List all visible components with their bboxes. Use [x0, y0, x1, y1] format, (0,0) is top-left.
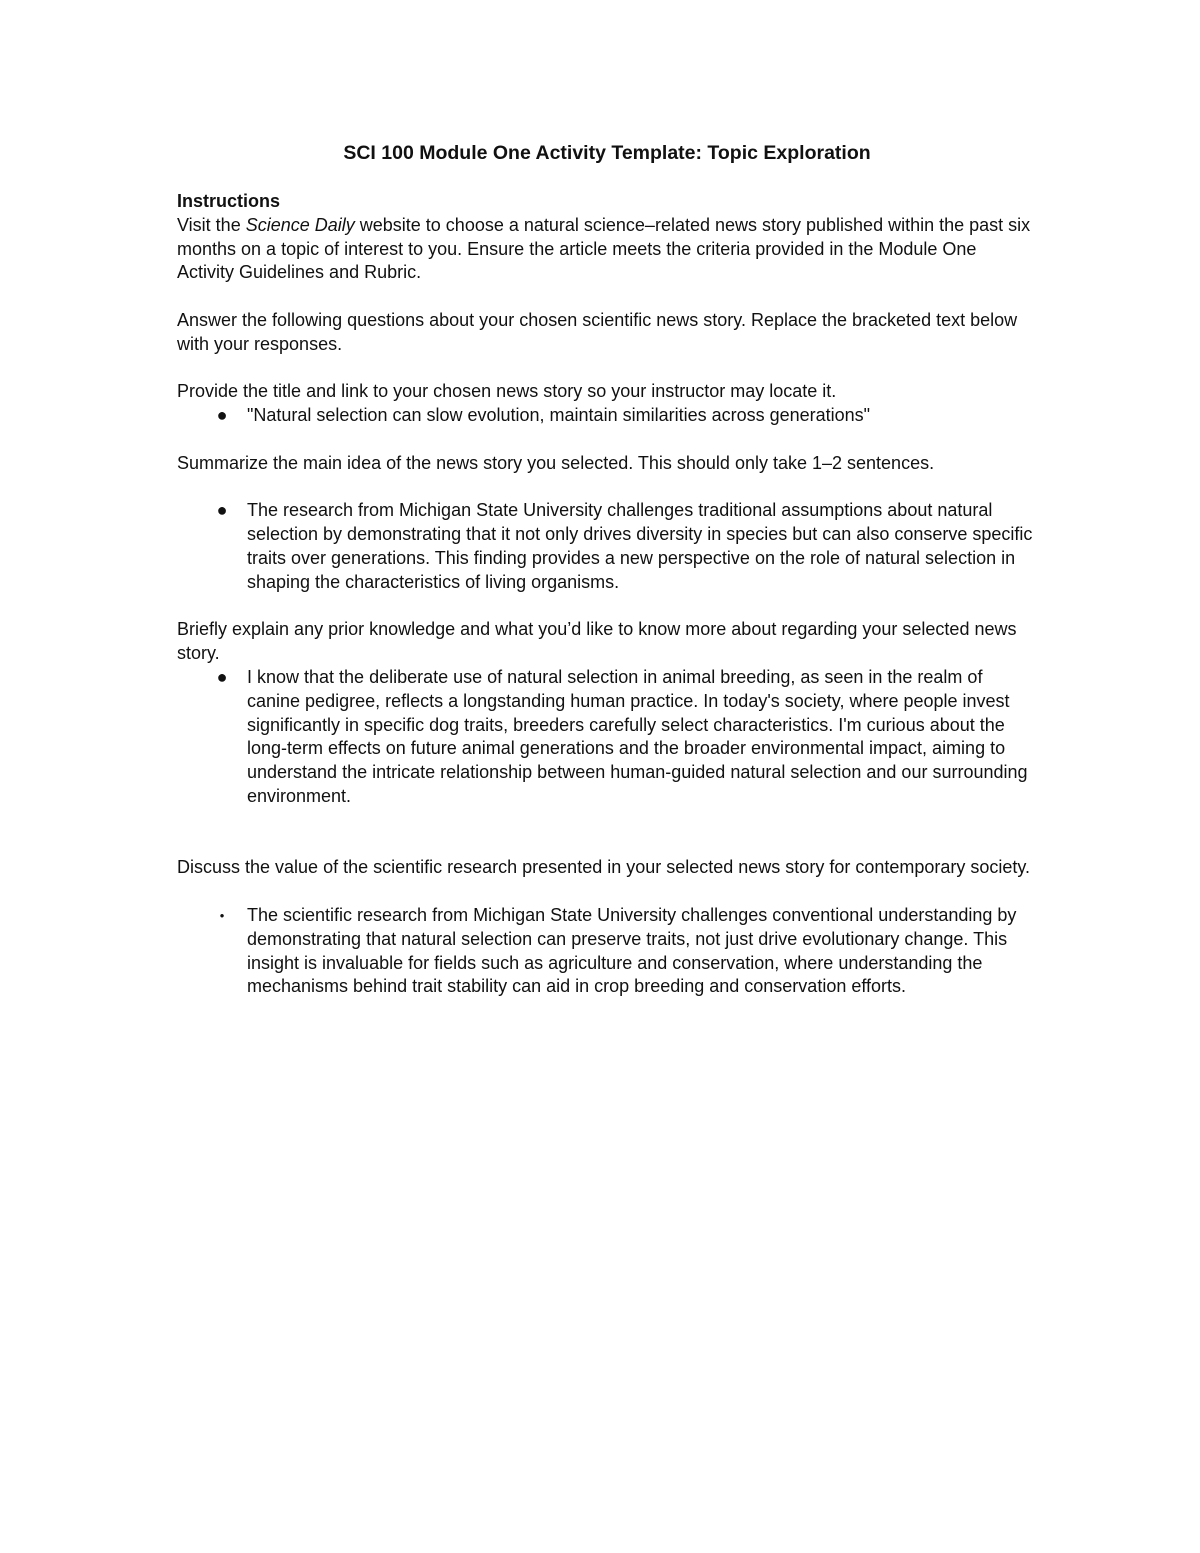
- bullet-icon: ●: [216, 405, 228, 426]
- list-item: [177, 499, 1037, 594]
- bullet-icon: •: [219, 907, 225, 923]
- science-daily-name: Science Daily: [245, 214, 355, 235]
- prompt-summary: Summarize the main idea of the news story you selected. This should only take 1–2 sentences.: [177, 452, 935, 473]
- prompt-prior-knowledge: Briefly explain any prior knowledge and what you’d like to know more about regarding your selected news story.: [177, 619, 1017, 664]
- document-title: SCI 100 Module One Activity Template: Topic Exploration: [343, 142, 871, 164]
- document-page: [177, 140, 1037, 999]
- intro-text-after: website to choose a natural science–related news story published within the past six months on a topic of interest to you. Ensure the article meets the criteria provided in the Module One Activity Guidelines and Rubric.: [177, 214, 1031, 283]
- instructions-intro: [177, 214, 1037, 285]
- answer-title-link: "Natural selection can slow evolution, maintain similarities across generations": [247, 405, 871, 426]
- answer-summary: The research from Michigan State University challenges traditional assumptions about natural selection by demonstrating that it not only drives diversity in species but can also conserve specific traits over generations. This finding provides a new perspective on the role of natural selection in shaping the characteristics of living organisms.: [247, 500, 1033, 592]
- prompt-value-of-research: Discuss the value of the scientific research presented in your selected news story for contemporary society.: [177, 857, 1031, 878]
- answer-instruction: Answer the following questions about your chosen scientific news story. Replace the bracketed text below with your responses.: [177, 309, 1018, 354]
- bullet-icon: ●: [216, 500, 228, 521]
- answer-list-value-of-research: [177, 904, 1037, 999]
- prompt-title-link: Provide the title and link to your chosen news story so your instructor may locate it.: [177, 381, 837, 402]
- list-item: [177, 666, 1037, 809]
- instructions-heading: Instructions: [177, 191, 281, 211]
- list-item: [177, 404, 1037, 428]
- answer-list-title-link: [177, 404, 1037, 428]
- answer-list-prior-knowledge: [177, 666, 1037, 809]
- answer-list-summary: [177, 499, 1037, 594]
- intro-text-before: Visit the: [177, 214, 246, 235]
- list-item: [177, 904, 1037, 999]
- answer-prior-knowledge: I know that the deliberate use of natural selection in animal breeding, as seen in the realm of canine pedigree, reflects a longstanding human practice. In today's society, where people invest significantly in specific dog traits, breeders carefully select characteristics. I'm curious about the long-term effects on future animal generations and the broader environmental impact, aiming to understand the intricate relationship between human-guided natural selection and our surrounding environment.: [247, 666, 1028, 806]
- bullet-icon: ●: [216, 666, 228, 687]
- answer-value-of-research: The scientific research from Michigan State University challenges conventional understanding by demonstrating that natural selection can preserve traits, not just drive evolutionary change. This insight is invaluable for fields such as agriculture and conservation, where understanding the mechanisms behind trait stability can aid in crop breeding and conservation efforts.: [247, 904, 1017, 997]
